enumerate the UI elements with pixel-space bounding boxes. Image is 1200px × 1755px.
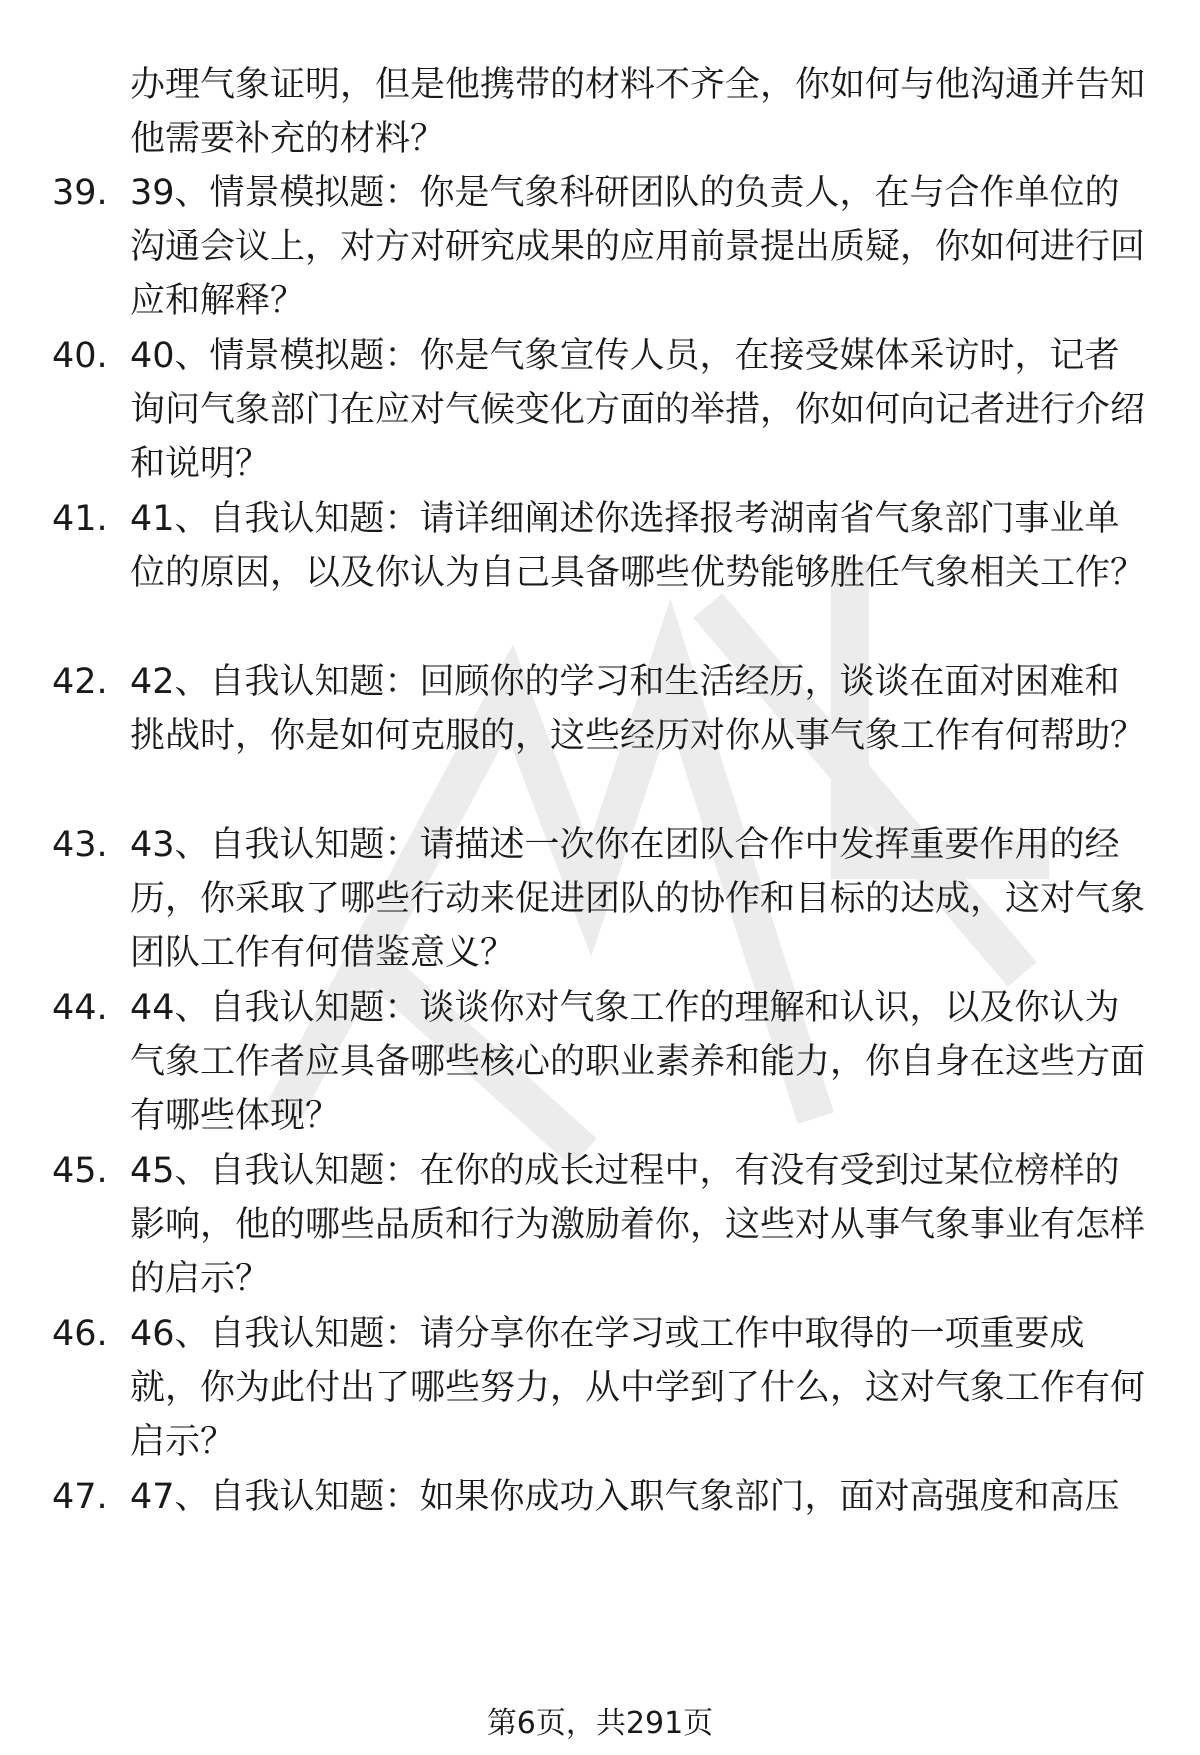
page-footer: 第6页，共291页 <box>486 1706 714 1741</box>
question-41 <box>52 492 1150 600</box>
question-text: 40、情景模拟题：你是气象宣传人员，在接受媒体采访时，记者询问气象部门在应对气候变化方面的举措，你如何向记者进行介绍和说明？ <box>130 336 1146 484</box>
question-text: 46、自我认知题：请分享你在学习或工作中取得的一项重要成就，你为此付出了哪些努力，从中学到了什么，这对气象工作有何启示？ <box>130 1314 1146 1462</box>
question-45 <box>52 1144 1150 1306</box>
question-text: 39、情景模拟题：你是气象科研团队的负责人，在与合作单位的沟通会议上，对方对研究成果的应用前景提出质疑，你如何进行回应和解释？ <box>130 173 1146 321</box>
question-text: 47、自我认知题：如果你成功入职气象部门，面对高强度和高压 <box>130 1477 1120 1517</box>
question-42 <box>52 655 1150 763</box>
question-43 <box>52 818 1150 980</box>
question-number: 44. <box>52 988 108 1028</box>
question-39 <box>52 166 1150 328</box>
question-number: 46. <box>52 1314 108 1354</box>
question-44 <box>52 981 1150 1143</box>
intro-paragraph: 办理气象证明，但是他携带的材料不齐全，你如何与他沟通并告知他需要补充的材料？ <box>130 65 1146 159</box>
question-47 <box>52 1470 1150 1524</box>
question-number: 42. <box>52 662 108 702</box>
question-40 <box>52 329 1150 491</box>
question-text: 41、自我认知题：请详细阐述你选择报考湖南省气象部门事业单位的原因，以及你认为自己具备哪些优势能够胜任气象相关工作？ <box>130 499 1146 593</box>
question-number: 47. <box>52 1477 108 1517</box>
question-number: 43. <box>52 825 108 865</box>
question-text: 43、自我认知题：请描述一次你在团队合作中发挥重要作用的经历，你采取了哪些行动来促进团队的协作和目标的达成，这对气象团队工作有何借鉴意义？ <box>130 825 1146 973</box>
question-number: 45. <box>52 1151 108 1191</box>
question-number: 39. <box>52 173 108 213</box>
question-text: 44、自我认知题：谈谈你对气象工作的理解和认识，以及你认为气象工作者应具备哪些核心的职业素养和能力，你自身在这些方面有哪些体现？ <box>130 988 1146 1136</box>
question-text: 42、自我认知题：回顾你的学习和生活经历，谈谈在面对困难和挑战时，你是如何克服的，这些经历对你从事气象工作有何帮助？ <box>130 662 1146 756</box>
question-number: 40. <box>52 336 108 376</box>
question-46 <box>52 1307 1150 1469</box>
question-text: 45、自我认知题：在你的成长过程中，有没有受到过某位榜样的影响，他的哪些品质和行为激励着你，这些对从事气象事业有怎样的启示？ <box>130 1151 1146 1299</box>
question-number: 41. <box>52 499 108 539</box>
